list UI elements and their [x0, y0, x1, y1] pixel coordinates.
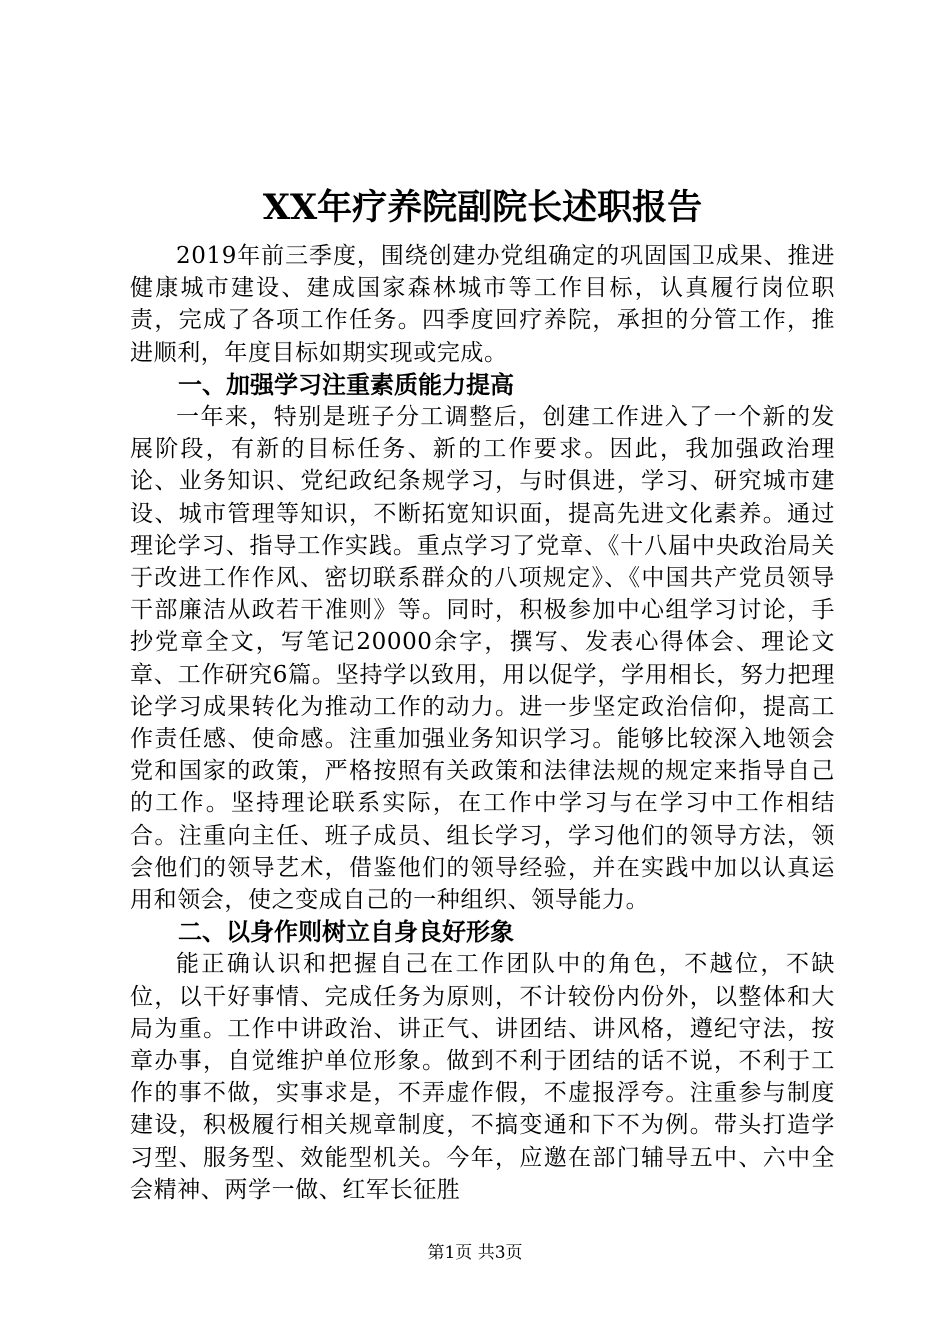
section-body-2: 能正确认识和把握自己在工作团队中的角色，不越位，不缺位，以干好事情、完成任务为原则，不计较份内份外，以整体和大局为重。工作中讲政治、讲正气、讲团结、讲风格，遵纪守法，按章办事，自觉维护单位形象。做到不利于团结的话不说，不利于工作的事不做，实事求是，不弄虚作假，不虚报浮夸。注重参与制度建设，积极履行相关规章制度，不搞变通和下不为例。带头打造学习型、服务型、效能型机关。今年，应邀在部门辅导五中、六中全会精神、两学一做、红军长征胜 [130, 951, 835, 1203]
intro-paragraph: 2019年前三季度，围绕创建办党组确定的巩固国卫成果、推进健康城市建设、建成国家森林城市等工作目标，认真履行岗位职责，完成了各项工作任务。四季度回疗养院，承担的分管工作，推进顺利，年度目标如期实现或完成。 [130, 243, 835, 366]
section-heading-1: 一、加强学习注重素质能力提高 [178, 370, 514, 399]
document-title: XX年疗养院副院长述职报告 [262, 187, 703, 228]
document-page [130, 186, 835, 1206]
section-heading-2: 二、以身作则树立自身良好形象 [178, 918, 514, 947]
page-footer: 第1页 共3页 [427, 1243, 523, 1263]
section-body-1: 一年来，特别是班子分工调整后，创建工作进入了一个新的发展阶段，有新的目标任务、新的工作要求。因此，我加强政治理论、业务知识、党纪政纪条规学习，与时俱进，学习、研究城市建设、城市管理等知识，不断拓宽知识面，提高先进文化素养。通过理论学习、指导工作实践。重点学习了党章、《十八届中央政治局关于改进工作作风、密切联系群众的八项规定》、《中国共产党员领导干部廉洁从政若干准则》等。同时，积极参加中心组学习讨论，手抄党章全文，写笔记20000余字，撰写、发表心得体会、理论文章、工作研究6篇。坚持学以致用，用以促学，学用相长，努力把理论学习成果转化为推动工作的动力。进一步坚定政治信仰，提高工作责任感、使命感。注重加强业务知识学习。能够比较深入地领会党和国家的政策，严格按照有关政策和法律法规的规定来指导自己的工作。坚持理论联系实际，在工作中学习与在学习中工作相结合。注重向主任、班子成员、组长学习，学习他们的领导方法，领会他们的领导艺术，借鉴他们的领导经验，并在实践中加以认真运用和领会，使之变成自己的一种组织、领导能力。 [130, 404, 835, 914]
